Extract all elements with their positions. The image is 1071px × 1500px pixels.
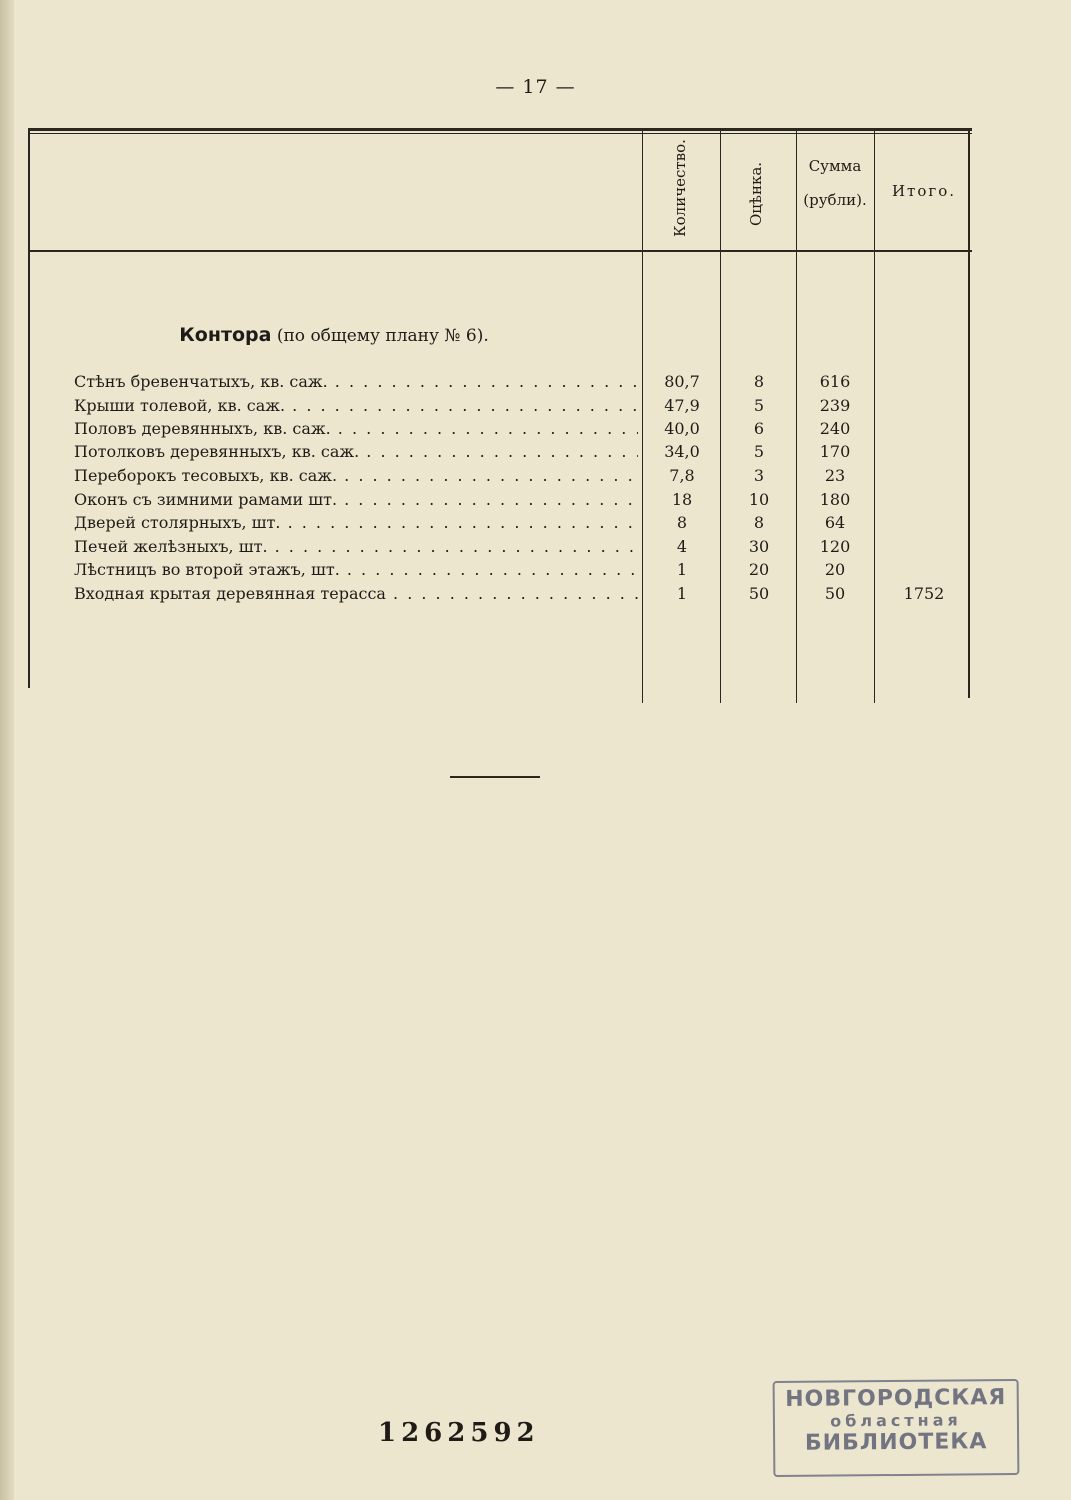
row-sum: 180 [819,490,851,509]
row-quantity: 7,8 [669,466,695,485]
table-row [28,466,972,490]
row-sum: 64 [824,513,846,532]
row-rate: 50 [748,584,770,603]
row-quantity: 40,0 [664,419,700,438]
row-quantity: 1 [676,560,688,579]
table-row [28,560,972,584]
row-label: Крыши толевой, кв. саж. . . . [74,396,638,415]
row-label: Половъ деревянныхъ, кв. саж. . . . [74,419,638,438]
row-label: Переборокъ тесовыхъ, кв. саж. . . . [74,466,638,485]
row-rate: 5 [753,396,765,415]
section-title-bold: Контора [179,324,272,346]
row-label: Оконъ съ зимними рамами шт. . . . [74,490,638,509]
row-sum: 50 [824,584,846,603]
row-sum: 239 [819,396,851,415]
section-title [28,324,640,346]
header-sum-line2: (рубли). [803,191,867,209]
row-quantity: 34,0 [664,442,700,461]
table-row [28,419,972,443]
table-top-rule [28,128,972,131]
row-quantity: 47,9 [664,396,700,415]
library-stamp [773,1379,1020,1477]
table-row [28,513,972,537]
header-sum-line1: Сумма [808,157,862,175]
header-quantity: Количество. [671,139,689,237]
row-label: Дверей столярныхъ, шт. . . . [74,513,638,532]
stamp-line1: НОВГОРОДСКАЯ [785,1385,1007,1412]
row-label: Печей желѣзныхъ, шт. . . . [74,537,638,556]
table-row [28,442,972,466]
stamp-line3: БИБЛИОТЕКА [804,1429,988,1456]
row-rate: 8 [753,372,765,391]
table-row [28,490,972,514]
table-row [28,537,972,561]
table-row [28,372,972,396]
row-sum: 170 [819,442,851,461]
row-rate: 8 [753,513,765,532]
ledger-table [28,128,972,703]
row-sum: 23 [824,466,846,485]
row-label: Входная крытая деревянная терасса . . . [74,584,638,603]
row-label: Потолковъ деревянныхъ, кв. саж. . . . [74,442,638,461]
row-rate: 6 [753,419,765,438]
row-quantity: 18 [671,490,693,509]
row-sum: 616 [819,372,851,391]
table-row [28,584,972,608]
row-quantity: 8 [676,513,688,532]
stamp-line2: областная [830,1410,962,1431]
row-quantity: 80,7 [664,372,700,391]
row-rate: 10 [748,490,770,509]
page-edge [0,0,14,1500]
header-total: Итого. [891,182,957,200]
header-rate: Оцѣнка. [747,161,765,227]
row-quantity: 1 [676,584,688,603]
row-sum: 20 [824,560,846,579]
row-rate: 20 [748,560,770,579]
table-row [28,396,972,420]
header-separator-rule [28,250,972,252]
inventory-number: 1262592 [378,1418,540,1448]
row-rate: 30 [748,537,770,556]
row-rate: 3 [753,466,765,485]
row-rate: 5 [753,442,765,461]
header-sum [798,154,872,222]
table-top-rule-inner [28,133,972,134]
row-quantity: 4 [676,537,688,556]
row-label: Лѣстницъ во второй этажъ, шт. . . . [74,560,638,579]
section-title-rest: (по общему плану № 6). [271,326,489,346]
page-number: — 17 — [495,76,576,98]
row-label: Стѣнъ бревенчатыхъ, кв. саж. . . . [74,372,638,391]
row-sum: 120 [819,537,851,556]
row-total: 1752 [903,584,945,603]
closing-rule [450,776,540,778]
row-sum: 240 [819,419,851,438]
